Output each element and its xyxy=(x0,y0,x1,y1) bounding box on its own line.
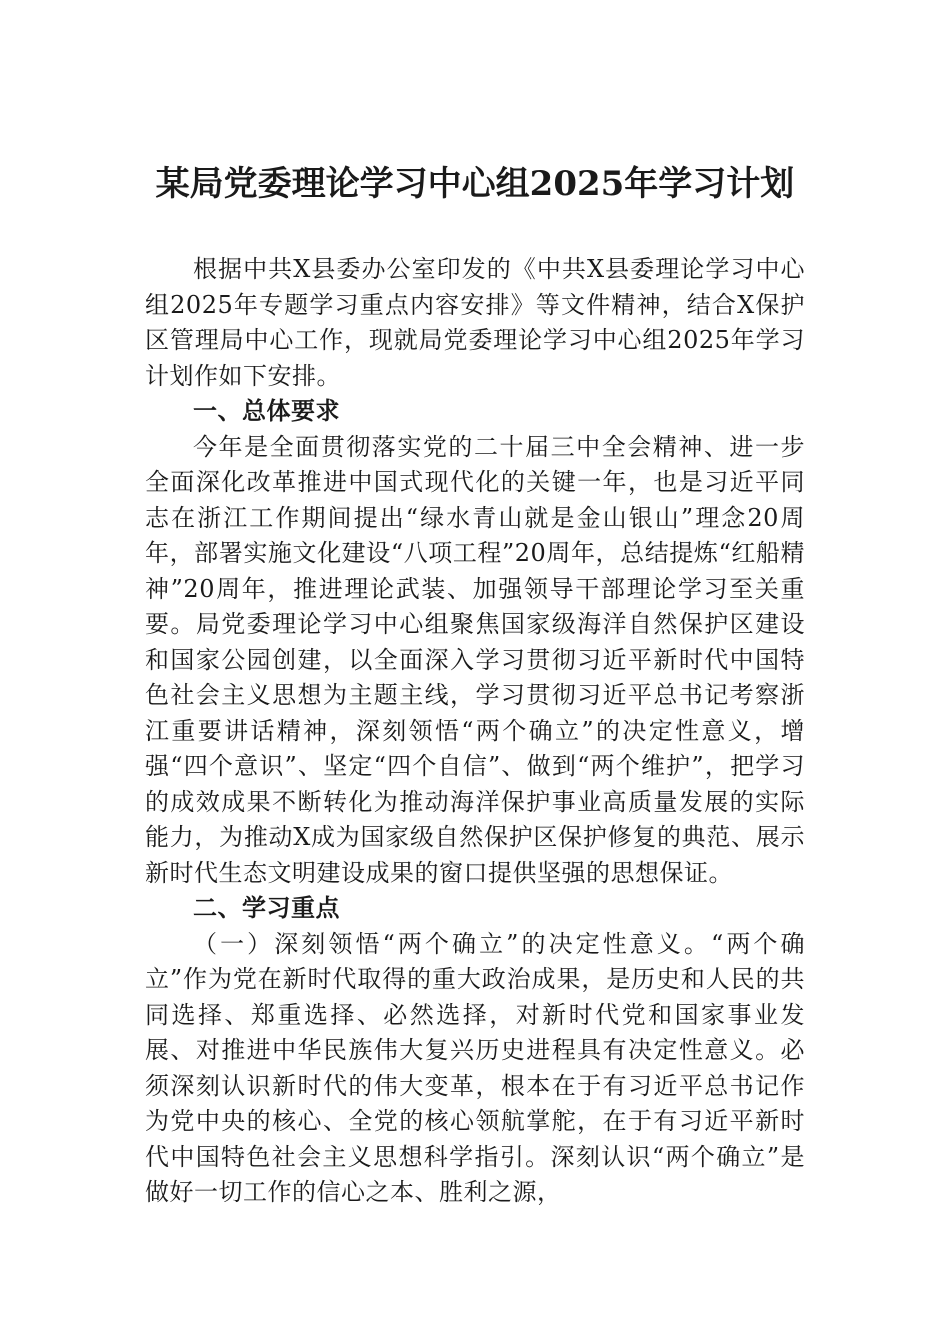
document-title: 某局党委理论学习中心组2025年学习计划 xyxy=(155,164,795,204)
document-page xyxy=(145,160,805,1211)
section-heading-study-focus: 二、学习重点 xyxy=(193,894,340,922)
section-heading-general-requirements: 一、总体要求 xyxy=(193,397,340,425)
intro-paragraph: 根据中共X县委办公室印发的《中共X县委理论学习中心组2025年专题学习重点内容安排》等文件精神，结合X保护区管理局中心工作，现就局党委理论学习中心组2025年学习计划作如下安排。 xyxy=(145,255,805,390)
general-requirements-paragraph: 今年是全面贯彻落实党的二十届三中全会精神、进一步全面深化改革推进中国式现代化的关键一年，也是习近平同志在浙江工作期间提出“绿水青山就是金山银山”理念20周年，部署实施文化建设“八项工程”20周年，总结提炼“红船精神”20周年，推进理论武装、加强领导干部理论学习至关重要。局党委理论学习中心组聚焦国家级海洋自然保护区建设和国家公园创建，以全面深入学习贯彻习近平新时代中国特色社会主义思想为主题主线，学习贯彻习近平总书记考察浙江重要讲话精神，深刻领悟“两个确立”的决定性意义，增强“四个意识”、坚定“四个自信”、做到“两个维护”，把学习的成效成果不断转化为推动海洋保护事业高质量发展的实际能力，为推动X成为国家级自然保护区保护修复的典范、展示新时代生态文明建设成果的窗口提供坚强的思想保证。 xyxy=(145,432,805,887)
study-focus-item-1-paragraph: （一）深刻领悟“两个确立”的决定性意义。“两个确立”作为党在新时代取得的重大政治成果，是历史和人民的共同选择、郑重选择、必然选择，对新时代党和国家事业发展、对推进中华民族伟大复兴历史进程具有决定性意义。必须深刻认识新时代的伟大变革，根本在于有习近平总书记作为党中央的核心、全党的核心领航掌舵，在于有习近平新时代中国特色社会主义思想科学指引。深刻认识“两个确立”是做好一切工作的信心之本、胜利之源， xyxy=(145,929,805,1206)
